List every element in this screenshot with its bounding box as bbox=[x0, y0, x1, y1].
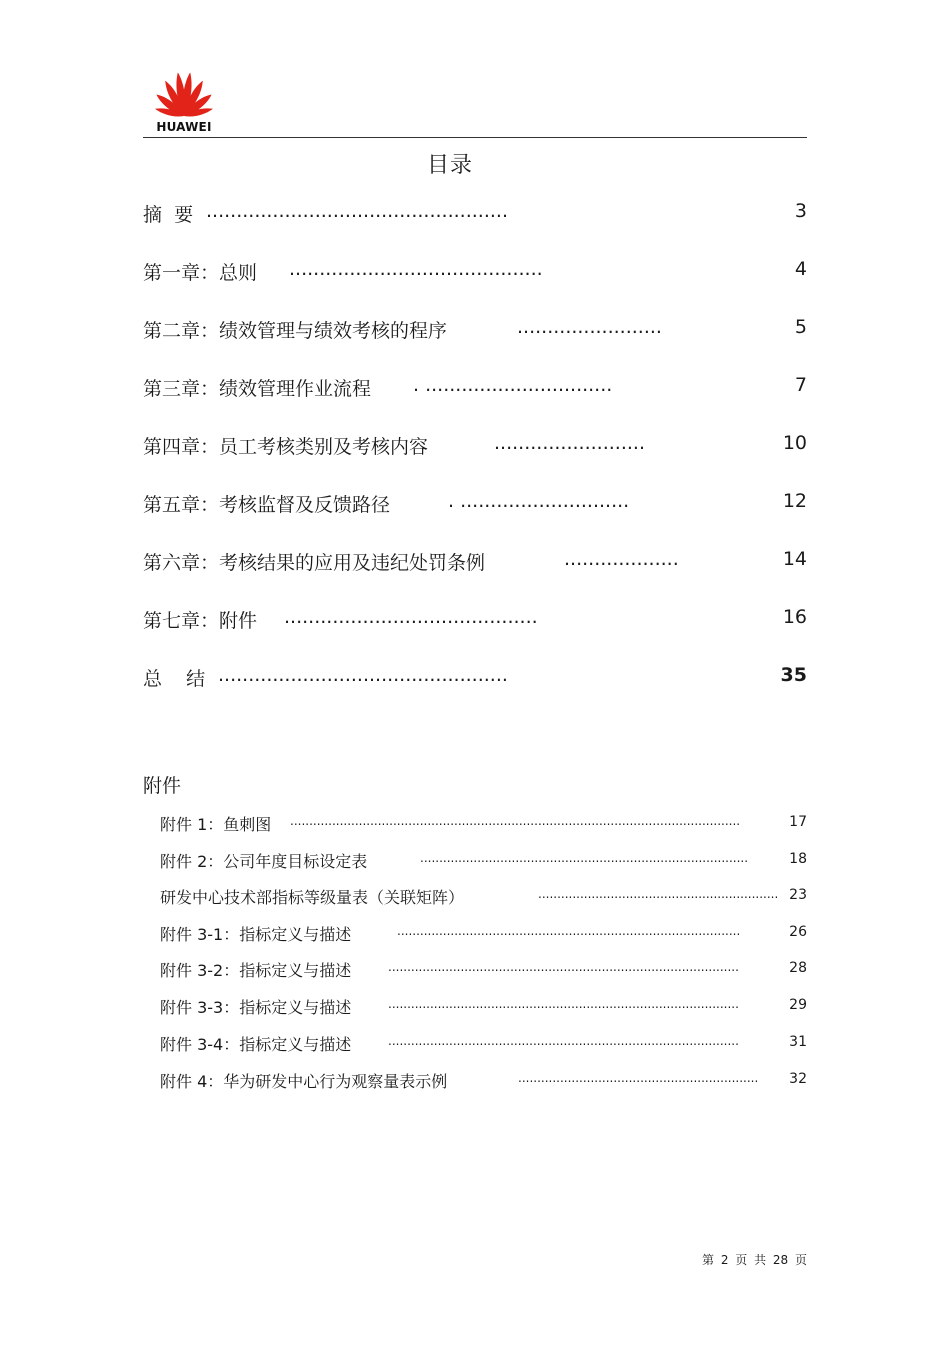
huawei-logo bbox=[148, 70, 220, 136]
toc-entry[interactable] bbox=[143, 374, 807, 404]
appendix-leader-dots: ............................................................................................ bbox=[388, 1034, 739, 1048]
toc-entry-page: 4 bbox=[794, 258, 807, 280]
appendix-entry-label: 附件 2：公司年度目标设定表 bbox=[160, 852, 368, 871]
toc-entry[interactable] bbox=[143, 606, 807, 636]
appendix-entry[interactable] bbox=[160, 1032, 807, 1056]
toc-entry-label: 第五章：考核监督及反馈路径 bbox=[143, 494, 391, 516]
toc-leader-dots: .......................................... bbox=[284, 606, 538, 628]
toc-entry-page: 7 bbox=[794, 374, 807, 396]
toc-leader-dots: ................... bbox=[564, 548, 679, 570]
toc-entry-label: 第二章：绩效管理与绩效考核的程序 bbox=[143, 320, 448, 342]
appendix-entry[interactable] bbox=[160, 922, 807, 946]
appendix-entry[interactable] bbox=[160, 849, 807, 873]
toc-entry-label: 第四章：员工考核类别及考核内容 bbox=[143, 436, 429, 458]
appendix-entry-page: 29 bbox=[789, 997, 807, 1013]
appendix-entry-label: 附件 3-1：指标定义与描述 bbox=[160, 925, 352, 944]
toc-entry-label: 总 结 bbox=[143, 668, 206, 690]
toc-leader-dots: ......................... bbox=[494, 432, 645, 454]
header-divider bbox=[143, 137, 807, 138]
appendix-leader-dots: ............................................................................................ bbox=[388, 960, 739, 974]
toc-entry-label: 第一章：总则 bbox=[143, 262, 258, 284]
appendix-leader-dots: ............................................................... bbox=[538, 887, 779, 901]
toc-entry[interactable] bbox=[143, 548, 807, 578]
appendix-leader-dots: ............................................................................................ bbox=[388, 997, 739, 1011]
toc-leader-dots: . ............................... bbox=[413, 374, 613, 396]
toc-leader-dots: . ............................ bbox=[448, 490, 630, 512]
appendix-entry-label: 附件 3-4：指标定义与描述 bbox=[160, 1035, 352, 1054]
appendix-entry[interactable] bbox=[160, 1069, 807, 1093]
appendix-entry[interactable] bbox=[160, 958, 807, 982]
appendix-entry-label: 附件 3-2：指标定义与描述 bbox=[160, 961, 352, 980]
huawei-petal-logo-icon bbox=[148, 70, 220, 120]
appendix-entry-page: 23 bbox=[789, 887, 807, 903]
toc-entry[interactable] bbox=[143, 258, 807, 288]
toc-entry[interactable] bbox=[143, 200, 807, 230]
toc-entry-page: 14 bbox=[782, 548, 807, 570]
toc-entry-page: 35 bbox=[780, 664, 807, 686]
page-footer: 第 2 页 共 28 页 bbox=[702, 1253, 807, 1267]
toc-title: 目录 bbox=[426, 153, 473, 178]
toc-entry[interactable] bbox=[143, 664, 807, 694]
appendix-entry-page: 17 bbox=[789, 814, 807, 830]
appendix-entry-page: 31 bbox=[789, 1034, 807, 1050]
toc-entry[interactable] bbox=[143, 316, 807, 346]
toc-entry-page: 16 bbox=[782, 606, 807, 628]
appendix-leader-dots: ............................................................... bbox=[518, 1071, 759, 1085]
toc-entry-page: 10 bbox=[782, 432, 807, 454]
appendix-entry-label: 附件 3-3：指标定义与描述 bbox=[160, 998, 352, 1017]
logo-wordmark: HUAWEI bbox=[156, 120, 212, 134]
toc-leader-dots: .......................................... bbox=[289, 258, 543, 280]
appendix-entry-label: 附件 4：华为研发中心行为观察量表示例 bbox=[160, 1072, 448, 1091]
toc-entry[interactable] bbox=[143, 432, 807, 462]
appendix-heading: 附件 bbox=[143, 775, 182, 797]
toc-leader-dots: ................................................ bbox=[218, 664, 508, 686]
appendix-entry-page: 28 bbox=[789, 960, 807, 976]
toc-entry-page: 12 bbox=[782, 490, 807, 512]
appendix-leader-dots: ...................................................................................................................... bbox=[290, 814, 741, 828]
appendix-leader-dots: ...................................................................................... bbox=[420, 851, 749, 865]
toc-entry-page: 3 bbox=[794, 200, 807, 222]
toc-entry-label: 第七章：附件 bbox=[143, 610, 258, 632]
appendix-entry[interactable] bbox=[160, 812, 807, 836]
appendix-entry-page: 18 bbox=[789, 851, 807, 867]
appendix-leader-dots: .......................................................................................... bbox=[397, 924, 741, 938]
toc-entry-label: 第三章：绩效管理作业流程 bbox=[143, 378, 372, 400]
appendix-entry-label: 附件 1：鱼刺图 bbox=[160, 815, 272, 834]
toc-entry[interactable] bbox=[143, 490, 807, 520]
toc-leader-dots: ........................ bbox=[517, 316, 662, 338]
toc-entry-page: 5 bbox=[794, 316, 807, 338]
appendix-entry-label: 研发中心技术部指标等级量表（关联矩阵） bbox=[160, 888, 465, 907]
toc-entry-label: 摘 要 bbox=[143, 204, 194, 226]
appendix-entry[interactable] bbox=[160, 885, 807, 909]
appendix-entry-page: 26 bbox=[789, 924, 807, 940]
appendix-entry-page: 32 bbox=[789, 1071, 807, 1087]
toc-leader-dots: .................................................. bbox=[206, 200, 508, 222]
appendix-entry[interactable] bbox=[160, 995, 807, 1019]
toc-entry-label: 第六章：考核结果的应用及违纪处罚条例 bbox=[143, 552, 486, 574]
